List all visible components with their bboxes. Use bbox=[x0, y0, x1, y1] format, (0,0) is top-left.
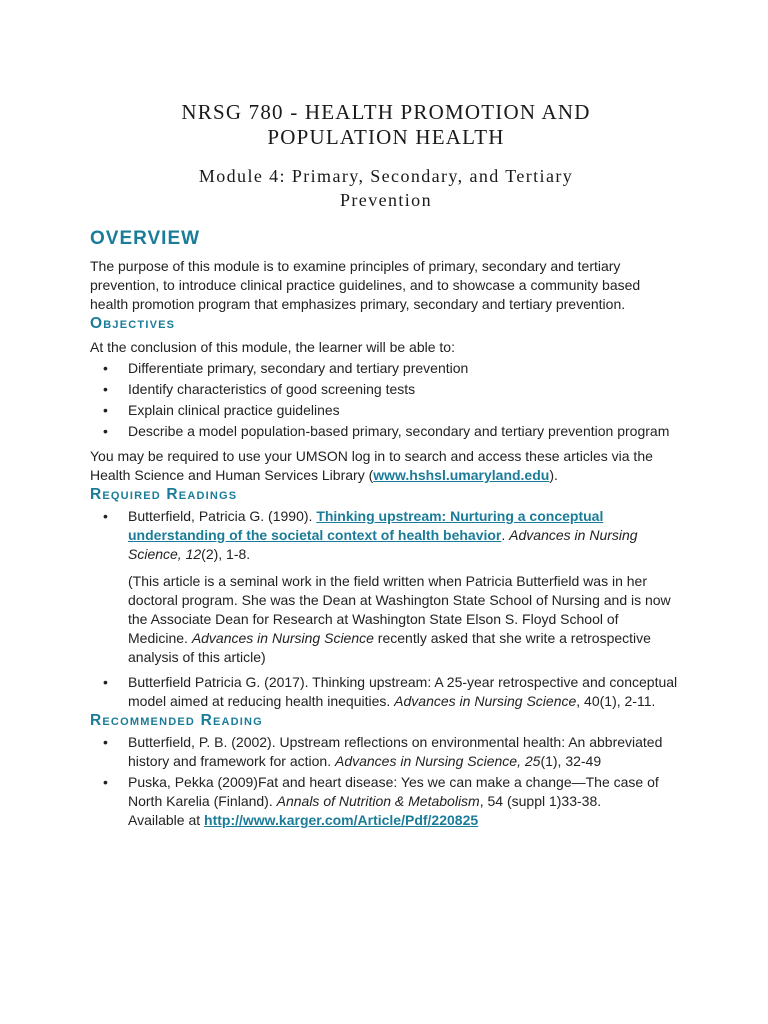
note-journal: Advances in Nursing Science bbox=[191, 630, 374, 646]
bullet-icon: • bbox=[103, 508, 108, 524]
citation-punctuation: . bbox=[501, 527, 510, 543]
objective-text: Describe a model population-based primary, secondary and tertiary prevention program bbox=[128, 423, 670, 439]
objective-text: Explain clinical practice guidelines bbox=[128, 402, 340, 418]
objective-text: Differentiate primary, secondary and tertiary prevention bbox=[128, 360, 469, 376]
hshsl-library-link[interactable]: www.hshsl.umaryland.edu bbox=[373, 467, 550, 483]
list-item bbox=[90, 422, 682, 441]
citation-volume: , 40(1), 2-11. bbox=[576, 693, 656, 709]
citation-volume: , 54 (suppl 1)33-38. bbox=[479, 793, 602, 809]
list-item bbox=[90, 359, 682, 378]
bullet-icon: • bbox=[103, 402, 108, 418]
bullet-icon: • bbox=[103, 360, 108, 376]
objectives-list bbox=[90, 359, 682, 441]
required-readings-list-continued bbox=[90, 673, 682, 711]
list-item bbox=[90, 673, 682, 711]
bullet-icon: • bbox=[103, 774, 108, 790]
overview-heading: OVERVIEW bbox=[90, 228, 201, 249]
library-text-after: ). bbox=[549, 467, 558, 483]
course-title-line-2: POPULATION HEALTH bbox=[267, 125, 505, 149]
bullet-icon: • bbox=[103, 423, 108, 439]
course-title-line-1: NRSG 780 - HEALTH PROMOTION AND bbox=[181, 100, 591, 124]
citation-journal: Advances in Nursing Science, 25 bbox=[334, 753, 541, 769]
citation-journal: Annals of Nutrition & Metabolism bbox=[276, 793, 480, 809]
objectives-heading: Objectives bbox=[90, 315, 176, 332]
module-title-line-2: Prevention bbox=[340, 190, 432, 210]
module-title bbox=[90, 164, 682, 212]
required-readings-heading: Required Readings bbox=[90, 486, 238, 503]
citation-journal: Advances in Nursing Science bbox=[394, 693, 577, 709]
recommended-reading-heading: Recommended Reading bbox=[90, 712, 263, 729]
citation-journal: Advances in Nursing Science, 12 bbox=[128, 527, 638, 562]
available-at-label: Available at bbox=[128, 812, 205, 828]
objectives-intro: At the conclusion of this module, the learner will be able to: bbox=[90, 339, 455, 355]
citation-text: Puska, Pekka (2009)Fat and heart disease: Yes we can make a change—The case of North Karelia (Finland). bbox=[128, 774, 659, 809]
objective-text: Identify characteristics of good screening tests bbox=[128, 381, 416, 397]
list-item bbox=[90, 507, 682, 564]
citation-text: Butterfield Patricia G. (2017). Thinking upstream: A 25-year retrospective and conceptual model aimed at reducing health inequities. bbox=[128, 674, 678, 709]
karger-article-link[interactable]: http://www.karger.com/Article/Pdf/220825 bbox=[204, 812, 479, 828]
list-item bbox=[90, 733, 682, 771]
availability-line bbox=[128, 811, 682, 830]
citation-volume: (2), 1-8. bbox=[201, 546, 251, 562]
thinking-upstream-article-link[interactable]: Thinking upstream: Nurturing a conceptual understanding of the societal context of health behavior bbox=[128, 508, 604, 543]
document-page bbox=[90, 100, 682, 830]
list-item bbox=[90, 773, 682, 830]
recommended-reading-list bbox=[90, 733, 682, 830]
library-text-before: You may be required to use your UMSON log in to search and access these articles via the Health Science and Human Services Library ( bbox=[90, 448, 653, 483]
citation-volume: (1), 32-49 bbox=[540, 753, 602, 769]
course-title bbox=[90, 100, 682, 150]
bullet-icon: • bbox=[103, 734, 108, 750]
bullet-icon: • bbox=[103, 381, 108, 397]
note-text: (This article is a seminal work in the field written when Patricia Butterfield was in her doctoral program. She was the Dean at Washington State School of Nursing and is now the Associate Dean for Research at Washington State Elson S. Floyd School of Medicine. bbox=[128, 573, 671, 646]
list-item bbox=[90, 380, 682, 399]
citation-author: Butterfield, Patricia G. (1990). bbox=[128, 508, 317, 524]
bullet-icon: • bbox=[103, 674, 108, 690]
article-note bbox=[90, 572, 682, 667]
list-item bbox=[90, 401, 682, 420]
overview-paragraph: The purpose of this module is to examine principles of primary, secondary and tertiary prevention, to introduce clinical practice guidelines, and to showcase a community based health promotion program that emphasizes primary, secondary and tertiary prevention. bbox=[90, 258, 641, 312]
module-title-line-1: Module 4: Primary, Secondary, and Tertiary bbox=[198, 166, 574, 186]
required-readings-list bbox=[90, 507, 682, 564]
library-access-paragraph bbox=[90, 447, 682, 485]
citation-text: Butterfield, P. B. (2002). Upstream reflections on environmental health: An abbreviated history and framework for action. bbox=[128, 734, 663, 769]
note-text-end: recently asked that she write a retrospective analysis of this article) bbox=[128, 630, 651, 665]
